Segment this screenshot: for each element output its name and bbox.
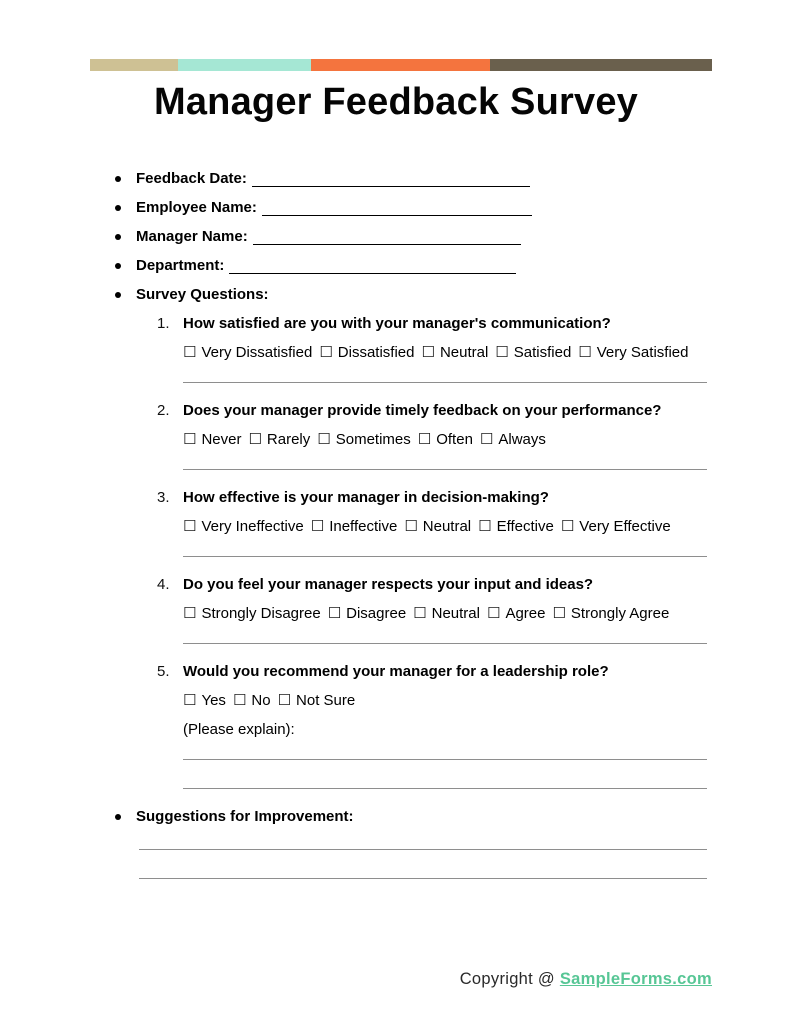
option-label: Agree [505,605,546,622]
stripe-segment-orange [311,59,490,71]
stripe-segment-mint [178,59,311,71]
option-label: Strongly Disagree [201,605,321,622]
question-options [183,512,792,541]
checkbox-option[interactable] [561,518,671,535]
checkbox-option[interactable] [404,518,471,535]
checkbox-option[interactable] [183,692,226,709]
field-label: Manager Name: [136,228,248,245]
checkbox-icon[interactable]: ☐ [560,518,575,535]
checkbox-icon[interactable]: ☐ [404,518,418,535]
survey-questions-heading-row [0,280,792,309]
field-row-manager-name [0,222,792,251]
question-number: 2. [157,402,170,419]
checkbox-icon[interactable]: ☐ [183,344,197,361]
question-2 [0,396,792,470]
field-label: Department: [136,257,225,274]
option-label: Neutral [431,605,480,622]
decorative-color-stripe [90,59,712,71]
option-label: Not Sure [296,692,356,709]
option-label: Yes [201,692,226,709]
checkbox-icon[interactable]: ☐ [479,431,494,448]
question-options [183,599,792,628]
checkbox-option[interactable] [311,518,398,535]
bullet-icon [115,176,121,182]
suggestions-heading-row [0,802,792,831]
suggestions-section [0,802,792,879]
option-label: Disagree [346,605,407,622]
page-title: Manager Feedback Survey [153,81,639,123]
question-text: How effective is your manager in decision-making? [183,489,549,506]
checkbox-option[interactable] [319,344,414,361]
field-row-employee-name [0,193,792,222]
option-label: Very Dissatisfied [201,344,313,361]
option-label: Often [436,431,473,448]
bullet-icon [115,205,121,211]
checkbox-option[interactable] [183,605,321,622]
checkbox-icon[interactable]: ☐ [552,605,566,622]
checkbox-icon[interactable]: ☐ [578,344,592,361]
answer-line[interactable] [183,382,707,383]
checkbox-option[interactable] [418,431,473,448]
question-text: Does your manager provide timely feedback on your performance? [183,402,662,419]
option-label: Always [498,431,546,448]
checkbox-option[interactable] [478,518,554,535]
checkbox-icon[interactable]: ☐ [421,344,435,361]
question-number: 1. [157,315,170,332]
option-label: Rarely [266,431,311,448]
checkbox-icon[interactable]: ☐ [183,692,197,709]
checkbox-option[interactable] [278,692,356,709]
checkbox-option[interactable] [317,431,410,448]
checkbox-option[interactable] [248,431,310,448]
suggestions-line-2[interactable] [139,878,707,879]
checkbox-icon[interactable]: ☐ [183,431,197,448]
checkbox-option[interactable] [183,518,304,535]
option-label: Effective [496,518,554,535]
answer-line[interactable] [183,556,707,557]
checkbox-option[interactable] [233,692,271,709]
explain-line-1[interactable] [183,759,707,760]
option-label: Ineffective [329,518,398,535]
copyright-text: Copyright @ [459,970,560,988]
question-text: Would you recommend your manager for a leadership role? [183,663,609,680]
bullet-icon [115,263,121,269]
checkbox-icon[interactable]: ☐ [319,344,333,361]
checkbox-icon[interactable]: ☐ [317,431,331,448]
question-number: 3. [157,489,170,506]
checkbox-option[interactable] [578,344,688,361]
bullet-icon [115,814,121,820]
option-label: Very Satisfied [596,344,689,361]
question-text: Do you feel your manager respects your input and ideas? [183,576,594,593]
option-label: Satisfied [513,344,572,361]
checkbox-option[interactable] [413,605,480,622]
question-4 [0,570,792,644]
checkbox-option[interactable] [328,605,406,622]
question-options [183,338,792,367]
option-label: Very Ineffective [201,518,304,535]
header-fields [0,164,792,309]
checkbox-icon[interactable]: ☐ [327,605,342,622]
answer-line[interactable] [183,643,707,644]
option-label: No [251,692,271,709]
explain-line-2[interactable] [183,788,707,789]
checkbox-icon[interactable]: ☐ [495,344,509,361]
question-options [183,686,792,715]
option-label: Dissatisfied [337,344,415,361]
footer-copyright [460,970,712,989]
department-blank[interactable] [229,258,516,274]
option-label: Sometimes [335,431,411,448]
field-label: Feedback Date: [136,170,247,187]
checkbox-icon[interactable]: ☐ [232,692,247,709]
checkbox-option[interactable] [183,344,312,361]
field-row-feedback-date [0,164,792,193]
question-options [183,425,792,454]
suggestions-heading: Suggestions for Improvement: [136,808,354,825]
bullet-icon [115,234,121,240]
survey-questions-heading: Survey Questions: [136,286,269,303]
feedback-date-blank[interactable] [252,171,530,187]
checkbox-icon[interactable]: ☐ [478,518,492,535]
checkbox-icon[interactable]: ☐ [277,692,292,709]
please-explain-note: (Please explain): [183,721,295,738]
checkbox-option[interactable] [480,431,546,448]
manager-name-blank[interactable] [253,229,521,245]
question-number: 5. [157,663,170,680]
field-row-department [0,251,792,280]
question-1 [0,309,792,383]
question-text: How satisfied are you with your manager's communication? [183,315,611,332]
survey-questions-list [0,309,792,789]
checkbox-option[interactable] [421,344,488,361]
sampleforms-link[interactable]: SampleForms.com [559,970,712,988]
field-label: Employee Name: [136,199,257,216]
checkbox-option[interactable] [183,431,241,448]
bullet-icon [115,292,121,298]
employee-name-blank[interactable] [262,200,532,216]
question-number: 4. [157,576,170,593]
stripe-segment-brown [490,59,712,71]
option-label: Never [201,431,242,448]
checkbox-icon[interactable]: ☐ [183,605,197,622]
checkbox-option[interactable] [487,605,545,622]
checkbox-option[interactable] [495,344,571,361]
checkbox-icon[interactable]: ☐ [413,605,427,622]
option-label: Neutral [439,344,489,361]
checkbox-icon[interactable]: ☐ [248,431,262,448]
option-label: Very Effective [579,518,671,535]
suggestions-line-1[interactable] [139,849,707,850]
option-label: Strongly Agree [570,605,670,622]
answer-line[interactable] [183,469,707,470]
option-label: Neutral [422,518,472,535]
checkbox-option[interactable] [552,605,669,622]
checkbox-icon[interactable]: ☐ [310,518,325,535]
question-5 [0,657,792,789]
checkbox-icon[interactable]: ☐ [183,518,197,535]
stripe-segment-tan [90,59,178,71]
question-3 [0,483,792,557]
checkbox-icon[interactable]: ☐ [486,605,501,622]
checkbox-icon[interactable]: ☐ [417,431,432,448]
